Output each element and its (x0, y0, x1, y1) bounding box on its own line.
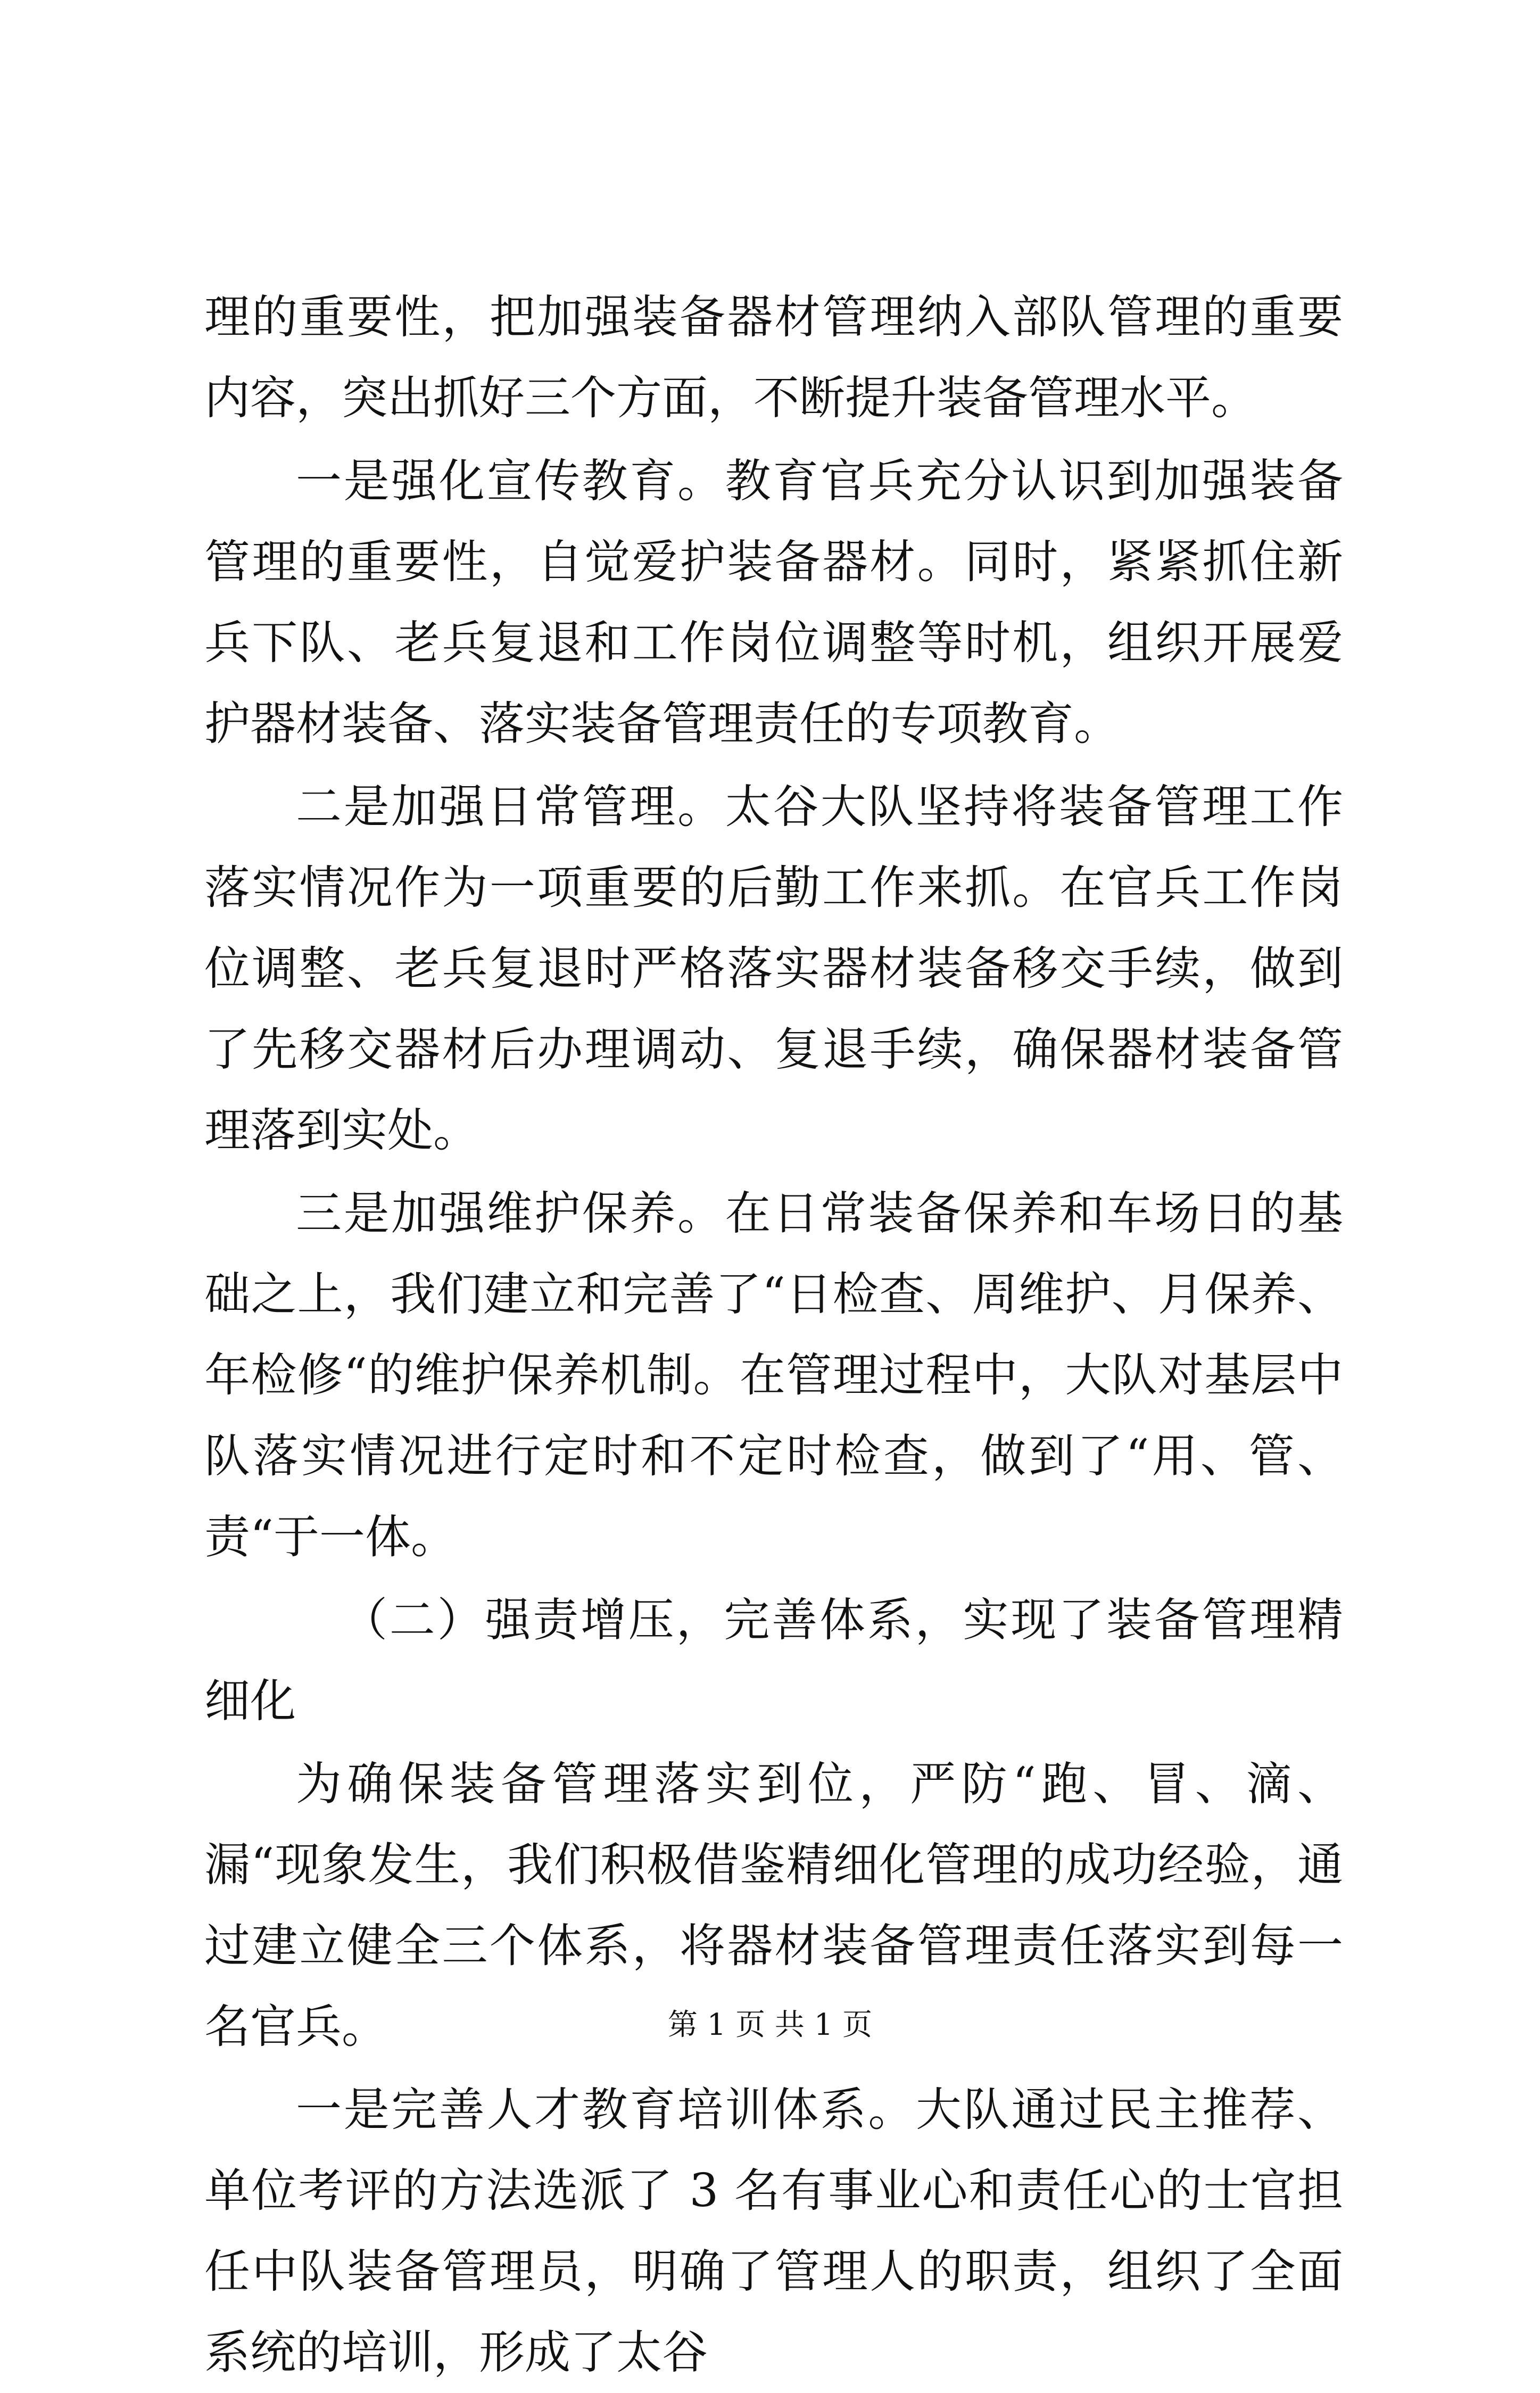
paragraph-propaganda-education: 一是强化宣传教育。教育官兵充分认识到加强装备管理的重要性，自觉爱护装备器材。同时，紧紧抓住新兵下队、老兵复退和工作岗位调整等时机，组织开展爱护器材装备、落实装备管理责任的专项教育。 (204, 455, 1343, 750)
page-footer (0, 2007, 1540, 2044)
document-body (204, 277, 1343, 2393)
paragraph-training-system: 一是完善人才教育培训体系。大队通过民主推荐、单位考评的方法选派了 3 名有事业心和责任心的士官担任中队装备管理员，明确了管理人的职责，组织了全面系统的培训，形成了太谷 (204, 2083, 1343, 2379)
paragraph-refined-management: 为确保装备管理落实到位，严防“跑、冒、滴、漏“现象发生，我们积极借鉴精细化管理的成功经验，通过建立健全三个体系，将器材装备管理责任落实到每一名官兵。 (204, 1757, 1343, 2053)
paragraph-daily-management: 二是加强日常管理。太谷大队坚持将装备管理工作落实情况作为一项重要的后勤工作来抓。在官兵工作岗位调整、老兵复退时严格落实器材装备移交手续，做到了先移交器材后办理调动、复退手续，确保器材装备管理落到实处。 (204, 780, 1343, 1157)
paragraph-maintenance: 三是加强维护保养。在日常装备保养和车场日的基础之上，我们建立和完善了“日检查、周维护、月保养、年检修“的维护保养机制。在管理过程中，大队对基层中队落实情况进行定时和不定时检查，做到了“用、管、责“于一体。 (204, 1187, 1343, 1564)
page-number-label: 第 1 页 共 1 页 (667, 2008, 873, 2042)
paragraph-continuation: 理的重要性，把加强装备器材管理纳入部队管理的重要内容，突出抓好三个方面，不断提升装备管理水平。 (204, 291, 1343, 425)
section-heading: （二）强责增压，完善体系，实现了装备管理精细化 (204, 1594, 1343, 1728)
